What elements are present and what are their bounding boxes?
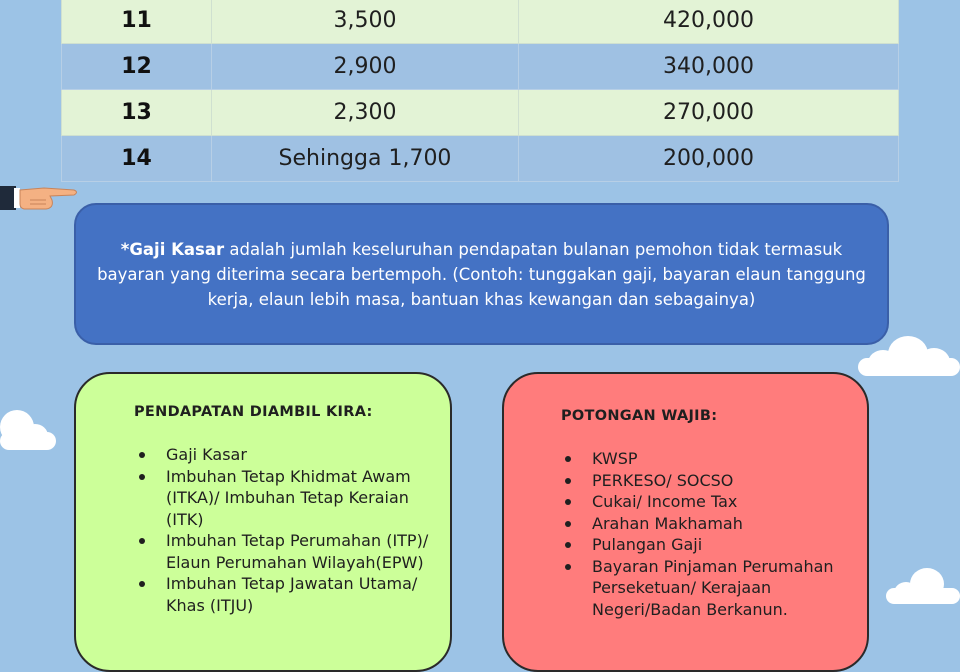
cloud-icon (886, 568, 960, 604)
income-cell: 2,900 (212, 44, 519, 90)
income-cell: Sehingga 1,700 (212, 136, 519, 182)
amount-cell: 270,000 (519, 90, 899, 136)
list-item: PERKESO/ SOCSO (562, 470, 852, 492)
bullet-icon (139, 538, 145, 544)
deduction-panel-title: POTONGAN WAJIB: (561, 408, 718, 424)
table-row (62, 136, 899, 182)
bullet-icon (139, 581, 145, 587)
list-item: Arahan Makhamah (562, 513, 852, 535)
bullet-icon (565, 478, 571, 484)
amount-cell: 420,000 (519, 0, 899, 44)
deduction-list (562, 448, 852, 620)
note-text: adalah jumlah keseluruhan pendapatan bulanan pemohon tidak termasuk bayaran yang diterima secara bertempoh. (Contoh: tunggakan gaji, bayaran elaun tanggung kerja, elaun lebih masa, bantuan khas kewangan dan sebagainya) (97, 239, 866, 309)
deduction-panel (502, 372, 869, 672)
bullet-icon (139, 452, 145, 458)
amount-cell: 200,000 (519, 136, 899, 182)
bullet-icon (139, 474, 145, 480)
income-panel-title: PENDAPATAN DIAMBIL KIRA: (134, 404, 373, 420)
gross-salary-note (74, 203, 889, 345)
band-cell: 12 (62, 44, 212, 90)
income-panel (74, 372, 452, 672)
list-item: Imbuhan Tetap Jawatan Utama/ Khas (ITJU) (136, 573, 436, 616)
list-item: Pulangan Gaji (562, 534, 852, 556)
bullet-icon (565, 564, 571, 570)
list-item: Bayaran Pinjaman Perumahan Perseketuan/ Kerajaan Negeri/Badan Berkanun. (562, 556, 852, 621)
bullet-icon (565, 456, 571, 462)
pointing-hand-icon (0, 178, 80, 218)
list-item: Imbuhan Tetap Khidmat Awam (ITKA)/ Imbuhan Tetap Keraian (ITK) (136, 466, 436, 531)
note-term: *Gaji Kasar (120, 239, 225, 259)
rates-table (61, 0, 899, 182)
list-item: KWSP (562, 448, 852, 470)
income-list (136, 444, 436, 616)
bullet-icon (565, 499, 571, 505)
table-row (62, 90, 899, 136)
amount-cell: 340,000 (519, 44, 899, 90)
list-item: Imbuhan Tetap Perumahan (ITP)/ Elaun Perumahan Wilayah(EPW) (136, 530, 436, 573)
table-row (62, 44, 899, 90)
bullet-icon (565, 521, 571, 527)
list-item: Gaji Kasar (136, 444, 436, 466)
bullet-icon (565, 542, 571, 548)
band-cell: 11 (62, 0, 212, 44)
list-item: Cukai/ Income Tax (562, 491, 852, 513)
income-cell: 2,300 (212, 90, 519, 136)
income-cell: 3,500 (212, 0, 519, 44)
cloud-icon (0, 410, 56, 450)
band-cell: 14 (62, 136, 212, 182)
band-cell: 13 (62, 90, 212, 136)
table-row (62, 0, 899, 44)
